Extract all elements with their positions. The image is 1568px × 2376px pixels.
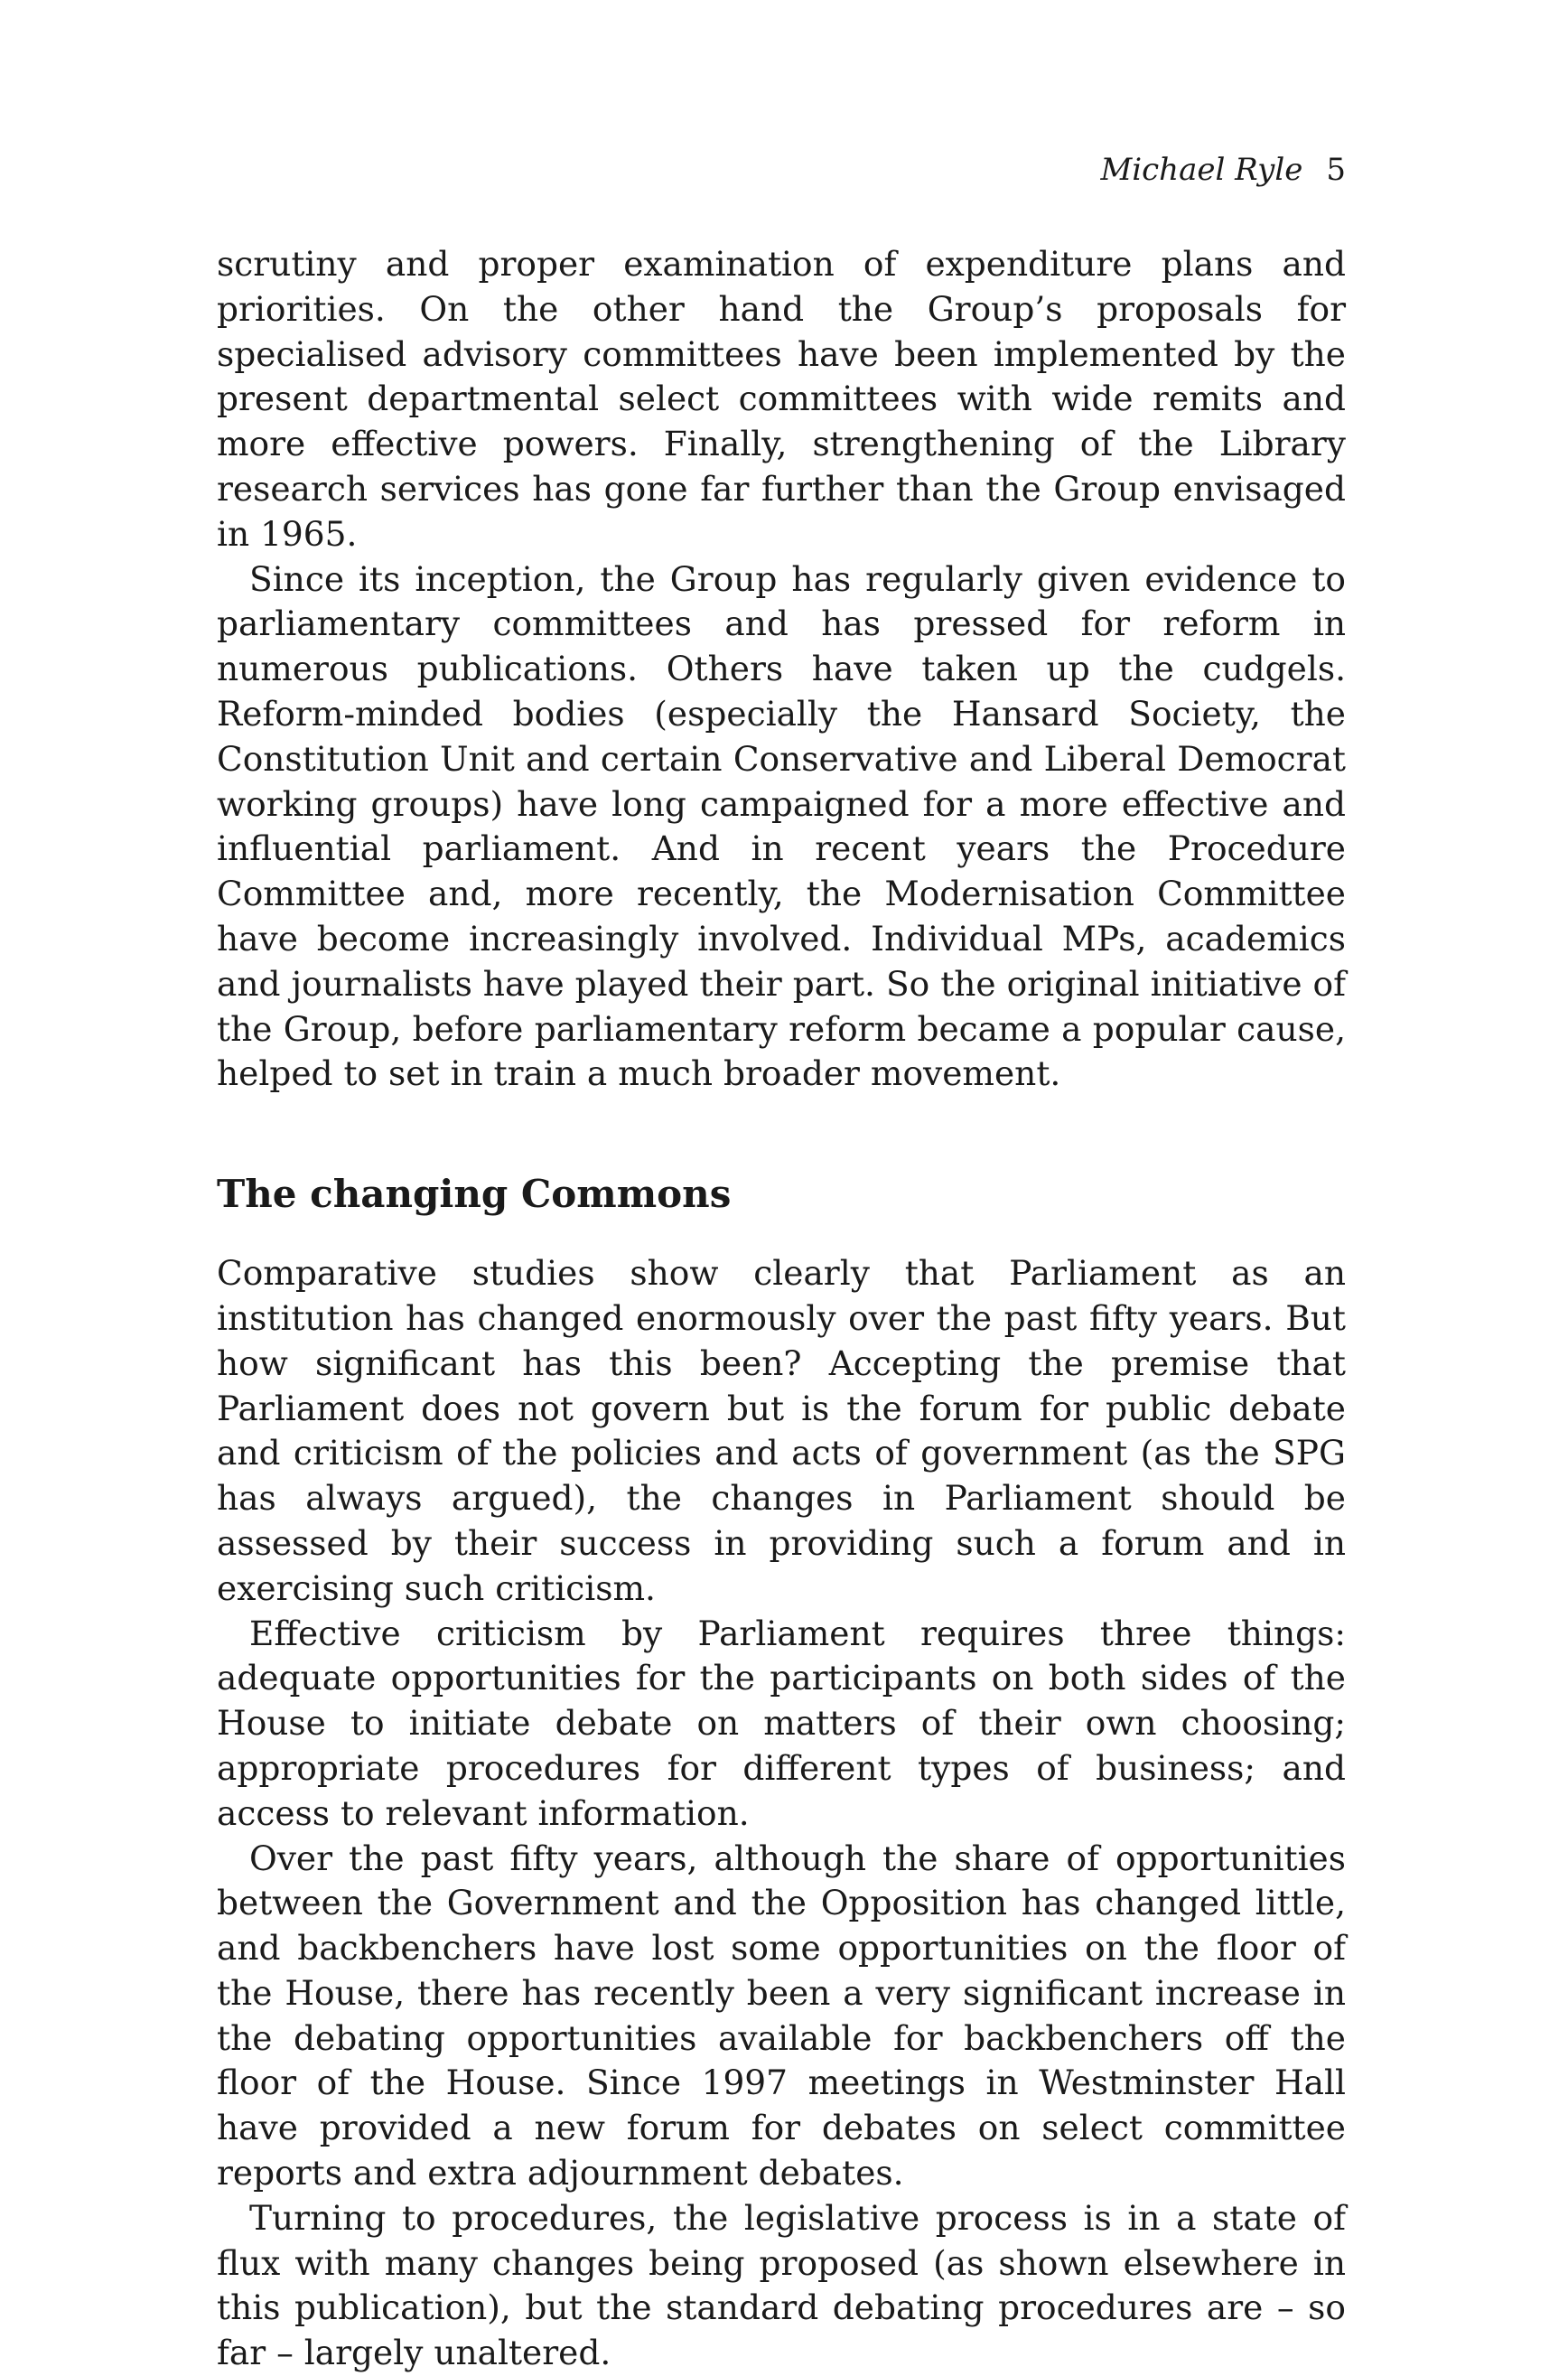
paragraph: Effective criticism by Parliament requires three things: adequate opportunities for the participants on both sides of the House to initiate debate on matters of their own choosing; appropriate procedures for different types of business; and access to relevant information. bbox=[217, 1613, 1346, 1833]
paragraph: Turning to procedures, the legislative process is in a state of flux with many changes being proposed (as shown elsewhere in this publication), but the standard debating procedures are – so far – largely unaltered. bbox=[217, 2197, 1346, 2373]
paragraph: Since its inception, the Group has regularly given evidence to parliamentary committees and has pressed for reform in numerous publications. Others have taken up the cudgels. Reform-minded bodies (especially the Hansard Society, the Constitution Unit and certain Conservative and Liberal Democrat working groups) have long campaigned for a more effective and influential parliament. And in recent years the Procedure Committee and, more recently, the Modernisation Committee have become increasingly involved. Individual MPs, academics and journalists have played their part. So the original initiative of the Group, before parliamentary reform became a popular cause, helped to set in train a much broader movement. bbox=[217, 558, 1346, 1094]
page-number: 5 bbox=[1326, 152, 1346, 188]
paragraph: Comparative studies show clearly that Parliament as an institution has changed enormously over the past fifty years. But how significant has this been? Accepting the premise that Parliament does not govern but is the forum for public debate and criticism of the policies and acts of government (as the SPG has always argued), the changes in Parliament should be assessed by their success in providing such a forum and in exercising such criticism. bbox=[217, 1253, 1346, 1608]
section-heading: The changing Commons bbox=[217, 1172, 732, 1217]
body-text bbox=[217, 242, 1346, 2376]
running-head bbox=[1100, 152, 1346, 188]
paragraph: scrutiny and proper examination of expenditure plans and priorities. On the other hand the Group’s proposals for specialised advisory committees have been implemented by the present departmental select committees with wide remits and more effective powers. Finally, strengthening of the Library research services has gone far further than the Group envisaged in 1965. bbox=[217, 244, 1346, 554]
running-head-author: Michael Ryle bbox=[1100, 152, 1303, 188]
paragraph: Over the past fifty years, although the share of opportunities between the Government and the Opposition has changed little, and backbenchers have lost some opportunities on the floor of the House, there has recently been a very significant increase in the debating opportunities available for backbenchers off the floor of the House. Since 1997 meetings in Westminster Hall have provided a new forum for debates on select committee reports and extra adjournment debates. bbox=[217, 1838, 1346, 2194]
